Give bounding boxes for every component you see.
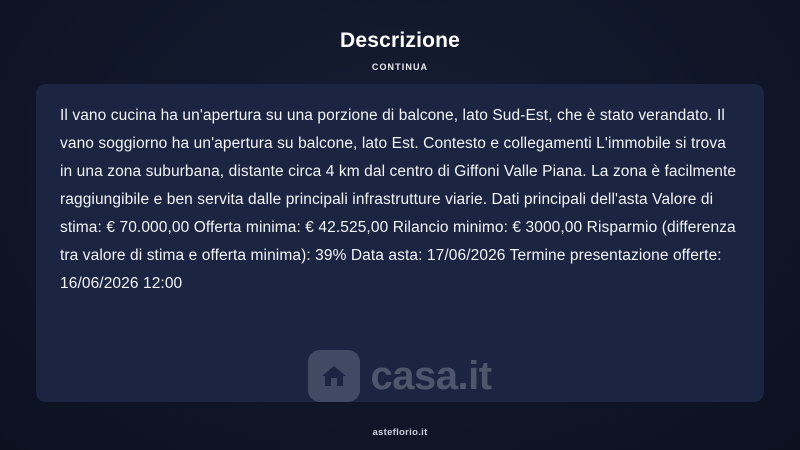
footer-brand: asteflorio.it [372, 427, 428, 438]
description-text: Il vano cucina ha un'apertura su una porzione di balcone, lato Sud-Est, che è stato verandato. Il vano soggiorno ha un'apertura su balcone, lato Est. Contesto e collegamenti L'immobile si trova in una zona suburbana, distante circa 4 km dal centro di Giffoni Valle Piana. La zona è facilmente raggiungibile e ben servita dalle principali infrastrutture viarie. Dati principali dell'asta Valore di stima: € 70.000,00 Offerta minima: € 42.525,00 Rilancio minimo: € 3000,00 Risparmio (differenza tra valore di stima e offerta minima): 39% Data asta: 17/06/2026 Termine presentazione offerte: 16/06/2026 12:00 [60, 107, 737, 292]
description-card [36, 84, 764, 402]
page-title: Descrizione [339, 29, 461, 52]
header [0, 0, 800, 72]
watermark-text: casa.it [370, 353, 492, 398]
continue-label[interactable]: CONTINUA [371, 62, 429, 72]
